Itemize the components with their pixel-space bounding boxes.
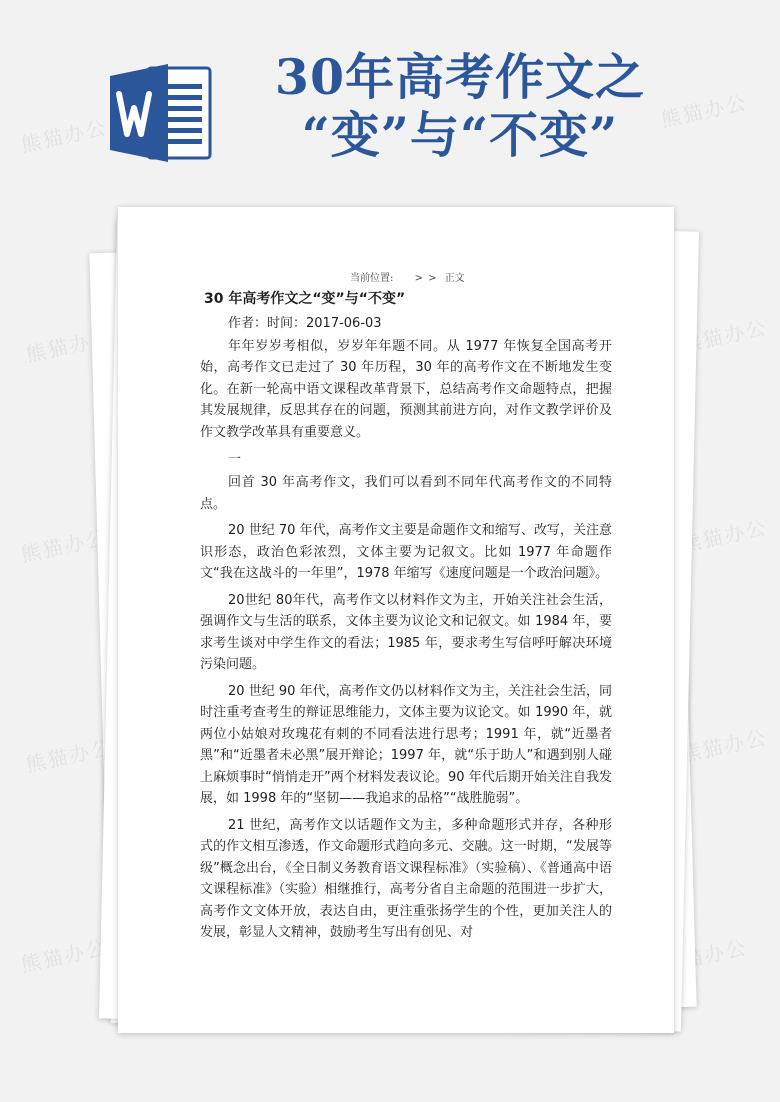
section-divider: 一: [228, 452, 242, 467]
paragraph: 年年岁岁考相似，岁岁年年题不同。从 1977 年恢复全国高考开始，高考作文已走过了 30 年历程，30 年的高考作文在不断地发生变化。在新一轮高中语文课程改革背景下，总结高考作文命题特点，把握其发展规律，反思其存在的问题，预测其前进方向，对作文教学评价及作文教学改革具有重要意义。: [200, 338, 612, 440]
paragraph: 回首 30 年高考作文，我们可以看到不同年代高考作文的不同特点。: [200, 475, 612, 512]
watermark: 熊猫办公: [658, 90, 750, 132]
page-title: [250, 48, 670, 164]
watermark: 熊猫办公: [18, 115, 110, 157]
title-line-1: 30年高考作文之: [274, 48, 646, 106]
watermark: 熊猫办公: [658, 935, 750, 977]
watermark: 熊猫办公: [678, 315, 770, 357]
watermark: 熊猫办公: [23, 735, 115, 777]
watermark: 熊猫办公: [18, 935, 110, 977]
watermark: 熊猫办公: [18, 525, 110, 567]
paragraph: 20世纪 80年代，高考作文以材料作文为主，开始关注社会生活，强调作文与生活的联系，文体主要为议论文和记叙文。如 1984 年，要求考生谈对中学生作文的看法；1985 年，要求考生写信呼吁解决环境污染问题。: [200, 592, 612, 672]
watermark: 熊猫办公: [23, 325, 115, 367]
breadcrumb-separator: > >: [414, 273, 438, 284]
document-title: 30 年高考作文之“变”与“不变”: [204, 291, 406, 307]
title-line-2: “变”与“不变”: [301, 106, 619, 164]
paragraph: 20 世纪 70 年代，高考作文主要是命题作文和缩写、改写，关注意识形态，政治色彩浓烈，文体主要为记叙文。比如 1977 年命题作文“我在这战斗的一年里”，1978 年缩写《速度问题是一个政治问题》。: [200, 523, 612, 581]
document-body: [200, 270, 612, 949]
watermark: 熊猫办公: [678, 515, 770, 557]
breadcrumb-label: 当前位置:: [350, 273, 394, 284]
word-document-icon: [108, 62, 212, 164]
breadcrumb: [200, 270, 612, 288]
paragraph: 20 世纪 90 年代，高考作文仍以材料作文为主，关注社会生活，同时注重考查考生的辩证思维能力，文体主要为议论文。如 1990 年，就两位小姑娘对玫瑰花有刺的不同看法进行思考；1991 年，就“近墨者黑”和“近墨者未必黑”展开辩论；1997 年，就“乐于助人”和遇到别人碰上麻烦事时“悄悄走开”两个材料发表议论。90 年代后期开始关注自我发展，如 1998 年的“坚韧——我追求的品格”“战胜脆弱”。: [200, 683, 612, 806]
paragraph: 21 世纪，高考作文以话题作文为主，多种命题形式并存，各种形式的作文相互渗透，作文命题形式趋向多元、交融。这一时期，“发展等级”概念出台，《全日制义务教育语文课程标准》（实验稿）、《普通高中语文课程标准》（实验）相继推行，高考分省自主命题的范围进一步扩大，高考作文文体开放，表达自由，更注重张扬学生的个性，更加关注人的发展，彰显人文精神，鼓励考生写出有创见、对: [200, 817, 612, 940]
document-meta: 作者：时间：2017-06-03: [228, 316, 382, 331]
watermark: 熊猫办公: [678, 725, 770, 767]
breadcrumb-current: 正文: [444, 273, 465, 284]
